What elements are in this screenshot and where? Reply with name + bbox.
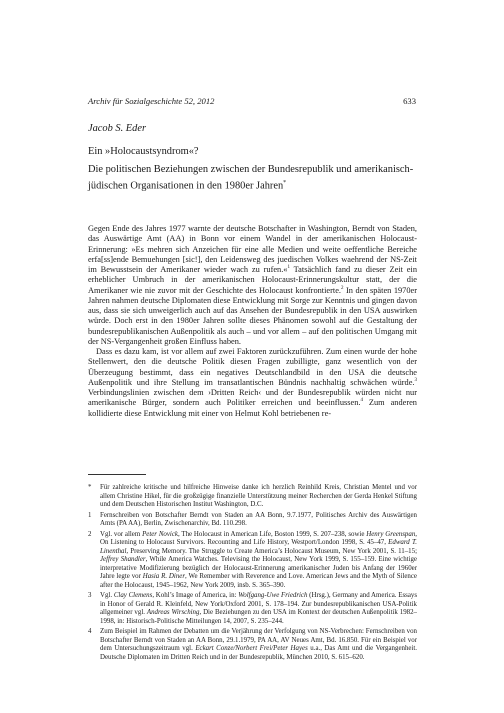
page-number: 633 bbox=[403, 96, 416, 106]
footnote-text: , We Remember with Reverence and Love. American Jews and the Myth of Silence after the Holocaust, 1945–1962, New York 2009, insb. S. 365–390. bbox=[100, 573, 417, 589]
footnote-marker: 4 bbox=[88, 628, 92, 635]
footnote-text: , The Holocaust in American Life, Boston 1999, S. 207–238, sowie bbox=[177, 530, 367, 538]
footnote-author-name: Clay Clemens bbox=[113, 592, 153, 599]
article-title: Ein »Holocaustsyndrom«? bbox=[88, 146, 199, 157]
footnote-ref-1[interactable]: 1 bbox=[287, 265, 290, 271]
footnote-item bbox=[88, 628, 417, 662]
footnote-marker: * bbox=[88, 484, 92, 491]
footnote-text: Vgl. bbox=[100, 592, 114, 599]
footnote-item bbox=[88, 512, 417, 529]
footnote-text: , Die Beziehungen zu den USA im Kontext der deutschen Außenpolitik 1982–1998, in: Historisch-Politische Mitteilungen 14, 2007, S. 235–244. bbox=[100, 609, 417, 625]
footnote-ref-2[interactable]: 2 bbox=[341, 285, 344, 291]
body-text: Verbindungslinien zwischen dem ›Dritten Reich‹ und der Bundesrepublik würden nicht nur amerikanische Bürger, sondern auch Politiker erreichen und beeinflussen. bbox=[88, 388, 417, 408]
footnote-marker: 1 bbox=[88, 511, 92, 519]
subtitle-footnote-marker[interactable]: * bbox=[283, 179, 287, 186]
article-subtitle bbox=[88, 164, 418, 192]
footnote-text: , Kohl’s Image of America, in: bbox=[152, 592, 239, 599]
body-text: Dass es dazu kam, ist vor allem auf zwei Faktoren zurückzuführen. Zum einen wurde der hohe Stellenwert, den die deutsche Politik diesen Fragen zubilligte, ganz wesentlich von der Überzeugung bestimmt, dass ein negatives Deutschlandbild in den USA die deutsche Außenpolitik und ihre Stellung im transatlantischen Bündnis nachhaltig schwächen würde. bbox=[88, 347, 417, 387]
footnote-text: Fernschreiben von Botschafter Berndt von Staden an AA Bonn, 9.7.1977, Politisches Archiv des Auswärtigen Amts (PA AA), Berlin, Zwischenarchiv, Bd. 110.298. bbox=[100, 511, 417, 527]
body-paragraph-2 bbox=[88, 347, 417, 419]
footnote-author-name: Eckart Conze/Norbert Frei/Peter Hayes bbox=[195, 645, 308, 652]
footnote-text: Zum Beispiel im Rahmen der Debatten um die Verjährung der Verfolgung von NS-Verbrechen: Fernschreiben von Botschafter Berndt von Staden an AA Bonn, 29.1.1979, PA AA, AV Neues Amt, Bd. 16.850. Für ein Beispiel vor dem Untersuchungszeitraum vgl. bbox=[100, 628, 417, 652]
footnote-item bbox=[88, 592, 417, 626]
footnote-marker: 3 bbox=[88, 592, 92, 599]
footnotes-section bbox=[88, 484, 417, 664]
footnote-text: u.a., Das Amt und die Vergangenheit. Deutsche Diplomaten im Dritten Reich und in der Bundesrepublik, München 2010, S. 615–620. bbox=[100, 645, 417, 661]
footnote-text: , Preserving Memory. The Struggle to Create America’s Holocaust Museum, New York 2001, S. 11–15; bbox=[126, 547, 417, 555]
article-author: Jacob S. Eder bbox=[88, 123, 146, 134]
footnote-text: , On Listening to Holocaust Survivors. Recounting and Life History, Westport/London 1998, S. 45–47, bbox=[100, 530, 418, 546]
footnote-author-name: Andreas Wirsching bbox=[146, 609, 200, 616]
body-text: Zum anderen kollidierte diese Entwicklung mit einer von Helmut Kohl betriebenen re- bbox=[88, 398, 417, 418]
subtitle-text: Die politischen Beziehungen zwischen der Bundesrepublik und amerikanisch-jüdischen Organisationen in den 1980er Jahren bbox=[88, 164, 414, 191]
footnote-text: Für zahlreiche kritische und hilfreiche Hinweise danke ich herzlich Reinhild Kreis, Christian Mentel und vor allem Christine Hikel, für die großzügige finanzielle Unterstützung meiner Recherchen der Gerda Henkel Stiftung und dem Deutschen Historischen Institut Washington, D.C. bbox=[100, 484, 417, 508]
footnote-author-name: Peter Novick bbox=[142, 530, 178, 538]
footnote-author-name: Jeffrey Shandler bbox=[100, 556, 146, 563]
body-text: Gegen Ende des Jahres 1977 warnte der deutsche Botschafter in Washington, Berndt von Staden, das Auswärtige Amt (AA) in Bonn vor einem Wandel in der amerikanischen Holocaust-Erinnerung: »Es mehren sich Anzeichen für eine alle Medien und weite oeffentliche Bereiche erfa[ss]ende Bemuehungen [sic!], den Leidensweg des juedischen Volkes waehrend der NS-Zeit im Bewusstsein der Amerikaner wieder wach zu rufen.« bbox=[88, 224, 417, 274]
footnote-author-name: Hasia R. Diner bbox=[142, 573, 186, 580]
running-head bbox=[88, 96, 416, 106]
footnote-ref-4[interactable]: 4 bbox=[360, 398, 364, 404]
footnote-item bbox=[88, 531, 417, 591]
footnote-separator bbox=[88, 474, 146, 475]
body-text: Tatsächlich fand zu dieser Zeit ein erheblicher Umbruch in der amerikanischen Holocaust-Erinnerungskultur statt, der die Amerikaner wie nie zuvor mit der Geschichte des Holocaust konfrontierte. bbox=[88, 265, 417, 295]
footnote-author-name: Wolfgang-Uwe Friedrich bbox=[238, 592, 308, 599]
footnote-author-name: Henry Greenspan bbox=[366, 530, 416, 538]
body-paragraph-1 bbox=[88, 224, 417, 347]
footnote-ref-3[interactable]: 3 bbox=[414, 377, 417, 383]
footnote-marker: 2 bbox=[88, 530, 92, 538]
body-text: In den späten 1970er Jahren nahmen deutsche Diplomaten diese Entwicklung mit Sorge zur Kenntnis und gingen davon aus, dass sie sich unweigerlich auch auf das Ansehen der Bundesrepublik in den USA auswirken würde. Doch erst in den 1980er Jahren sollte dieses Phänomen sowohl auf die Gestaltung der bundesrepublikanischen Außenpolitik als auch – und vor allem – auf den politischen Umgang mit der NS-Vergangenheit großen Einfluss haben. bbox=[88, 285, 417, 346]
footnote-text: Vgl. vor allem bbox=[100, 530, 143, 538]
article-body bbox=[88, 224, 417, 419]
footnote-author-name: Edward T. Linenthal bbox=[100, 539, 417, 555]
footnote-item bbox=[88, 484, 417, 510]
journal-citation: Archiv für Sozialgeschichte 52, 2012 bbox=[88, 96, 215, 106]
footnote-text: (Hrsg.), Germany and America. Essays in Honor of Gerald R. Kleinfeld, New York/Oxford 2001, S. 178–194. Zur bundesrepublikanischen USA-Politik allgemeiner vgl. bbox=[100, 592, 418, 616]
footnote-text: , While America Watches. Televising the Holocaust, New York 1999, S. 155–159. Eine wichtige interpretative Modifizierung bezüglich der Holocaust-Erinnerung amerikanischer Juden bis Anfang der 1960er Jahre legte vor bbox=[100, 556, 417, 580]
